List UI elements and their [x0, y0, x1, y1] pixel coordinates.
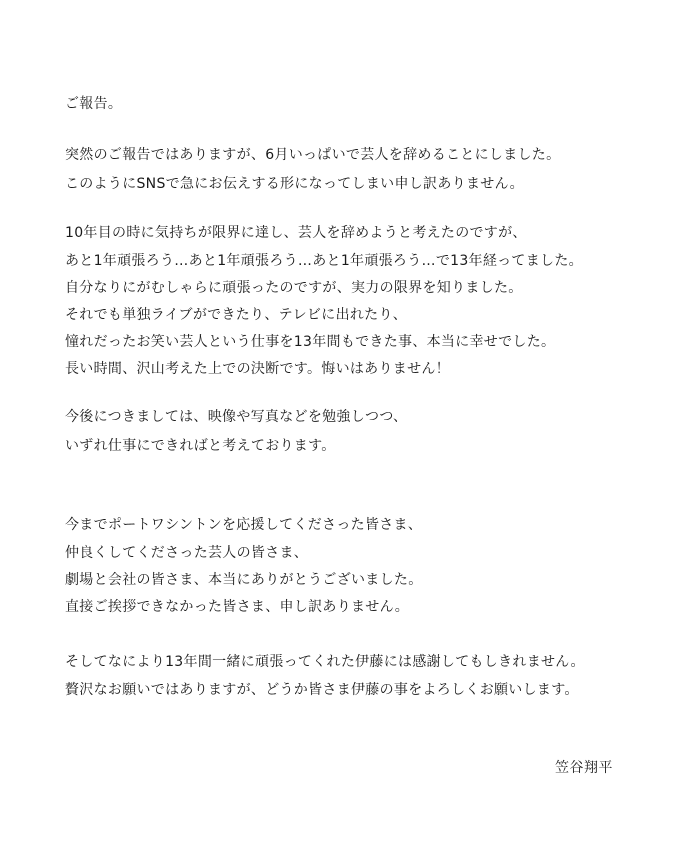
letter-line: それでも単独ライブができたり、テレビに出れたり、	[65, 307, 408, 323]
letter-line: 直接ご挨拶できなかった皆さま、申し訳ありません。	[65, 599, 410, 615]
letter-line: 贅沢なお願いではありますが、どうか皆さま伊藤の事をよろしくお願いします。	[65, 682, 579, 698]
letter-line: あと1年頑張ろう…あと1年頑張ろう…あと1年頑張ろう…で13年経ってました。	[65, 253, 583, 269]
letter-line: 10年目の時に気持ちが限界に達し、芸人を辞めようと考えたのですが、	[65, 225, 527, 241]
letter-line: 今後につきましては、映像や写真などを勉強しつつ、	[65, 409, 408, 425]
letter-line: そしてなにより13年間一緒に頑張ってくれた伊藤には感謝してもしきれません。	[65, 654, 585, 670]
letter-line: 今までポートワシントンを応援してくださった皆さま、	[65, 517, 423, 533]
letter-line: 長い時間、沢山考えた上での決断です。悔いはありません！	[65, 361, 450, 377]
letter-line: このようにSNSで急にお伝えする形になってしまい申し訳ありません。	[65, 176, 524, 192]
letter-heading: ご報告。	[65, 96, 123, 112]
letter-line: 憧れだったお笑い芸人という仕事を13年間もできた事、本当に幸せでした。	[65, 334, 556, 350]
letter-line: 自分なりにがむしゃらに頑張ったのですが、実力の限界を知りました。	[65, 280, 523, 296]
letter-line: いずれ仕事にできればと考えております。	[65, 438, 336, 454]
letter-line: 劇場と会社の皆さま、本当にありがとうございました。	[65, 572, 423, 588]
letter-line: 仲良くしてくださった芸人の皆さま、	[65, 545, 309, 561]
signature: 笠谷翔平	[555, 760, 613, 776]
letter-line: 突然のご報告ではありますが、6月いっぱいで芸人を辞めることにしました。	[65, 147, 561, 163]
